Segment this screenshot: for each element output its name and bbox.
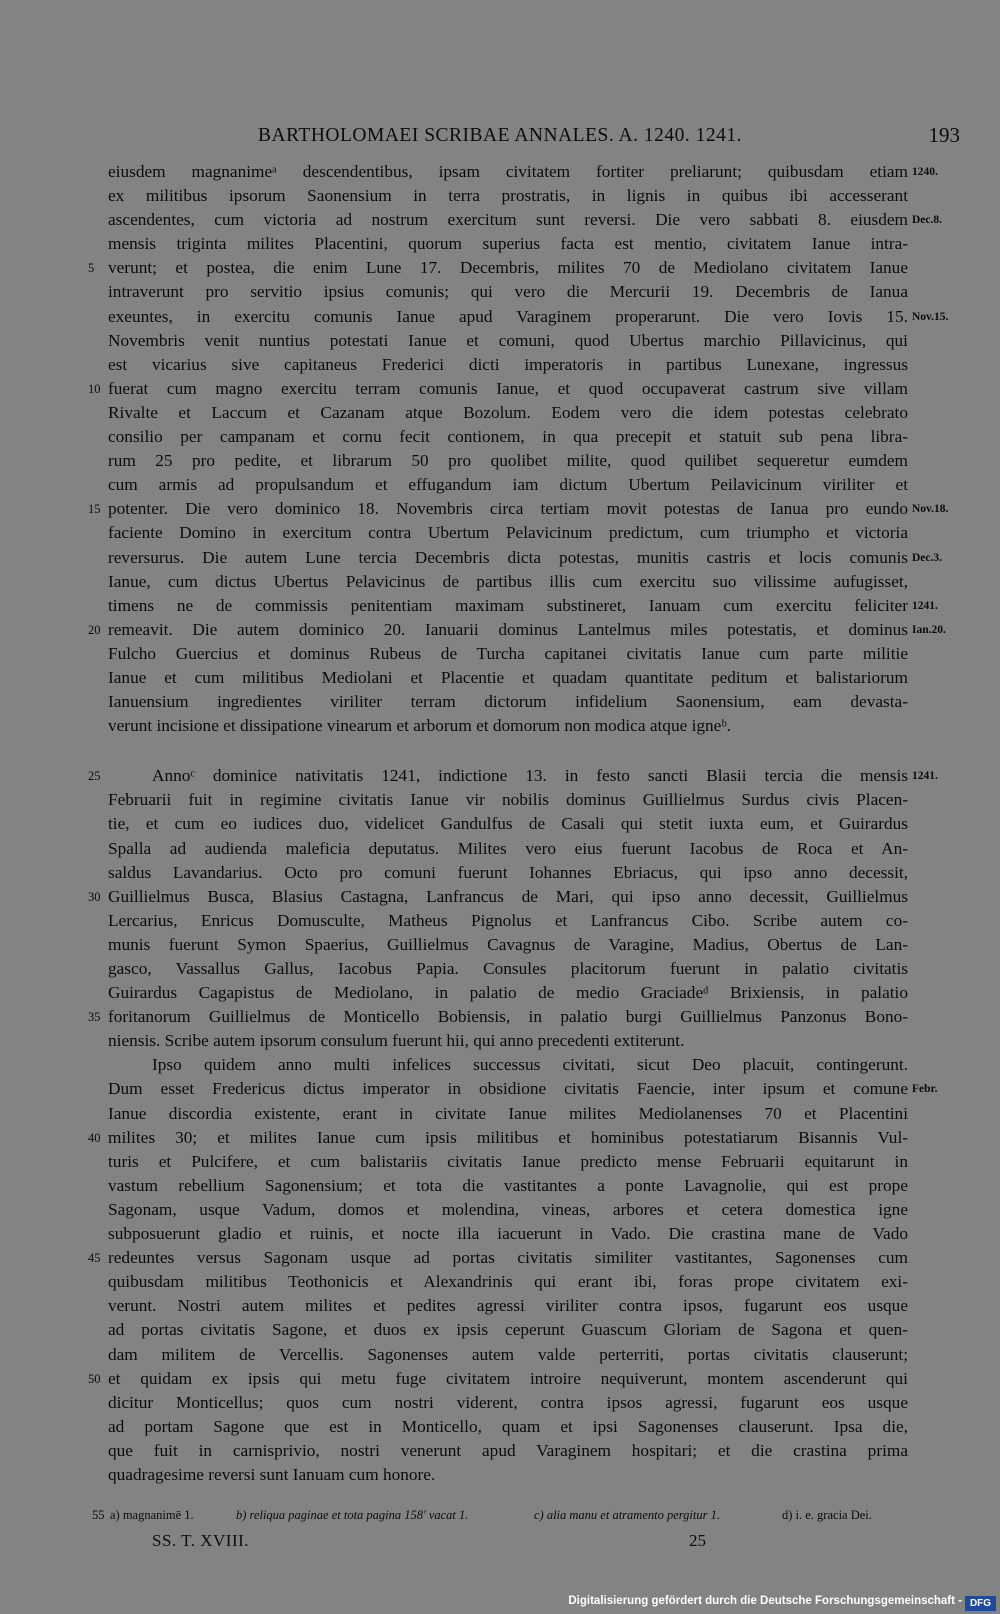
text-line — [108, 353, 908, 377]
line-text: verunt. Nostri autem milites et pedites agressi viriliter contra ipsos, fugarunt eos usque — [108, 1296, 908, 1316]
page-number: 193 — [928, 123, 960, 147]
line-number: 45 — [88, 1251, 101, 1266]
text-line — [88, 377, 908, 401]
text-line — [108, 1102, 908, 1126]
line-text: tie, et cum eo iudices duo, videlicet Gandulfus de Casali qui stetit iuxta eum, et Guirardus — [108, 814, 908, 834]
line-text: eiusdem magnanimeᵃ descendentibus, ipsam civitatem fortiter preliarunt; quibusdam etiam — [108, 162, 908, 181]
line-text: faciente Domino in exercitum contra Ubertum Pelavicinum predictum, cum triumpho et victoria — [108, 523, 908, 543]
text-line — [108, 666, 908, 690]
text-line — [108, 329, 908, 353]
line-text: quibusdam militibus Teothonicis et Alexandrinis qui erant ibi, foras prope civitatem exi- — [108, 1272, 908, 1292]
line-text: rum 25 pro pedite, et librarum 50 pro quolibet milite, quod quilibet sequeretur eumdem — [108, 451, 908, 471]
line-text: verunt incisione et dissipatione vinearum et arborum et domorum non modica atque igneᵇ. — [108, 716, 731, 736]
text-line — [108, 1198, 908, 1222]
line-text: exeuntes, in exercitu comunis Ianue apud Varaginem properarunt. Die vero Iovis 15. — [108, 306, 908, 326]
text-line — [108, 861, 908, 885]
line-text: reversurus. Die autem Lune tercia Decembris dicta potestas, munitis castris et locis comunis — [108, 547, 908, 567]
text-line — [108, 184, 908, 208]
line-text: Dum esset Fredericus dictus imperator in obsidione civitatis Faencie, inter ipsum et comune — [108, 1079, 908, 1099]
funding-notice: Digitalisierung gefördert durch die Deutsche Forschungsgemeinschaft - — [568, 1595, 962, 1607]
line-text: Ipso quidem anno multi infelices successus civitati, sicut Deo placuit, contingerunt. — [152, 1055, 908, 1075]
line-text: Guillielmus Busca, Blasius Castagna, Lanfrancus de Mari, qui ipso anno decessit, Guillielmus — [108, 886, 908, 906]
line-text: Guirardus Cagapistus de Mediolano, in palatio de medio Graciadeᵈ Brixiensis, in palatio — [108, 983, 908, 1003]
running-header — [0, 121, 1000, 157]
line-text: cum armis ad propulsandum et effugandum iam dictum Ubertum Peilavicinum viriliter et — [108, 475, 908, 495]
line-text: et quidam ex ipsis qui metu fuge civitatem introire nequiverunt, montem ascenderunt qui — [108, 1368, 908, 1388]
line-number: 25 — [88, 769, 101, 784]
line-text: remeavit. Die autem dominico 20. Ianuarii dominus Lantelmus miles potestatis, et dominus — [108, 619, 908, 639]
text-line — [108, 280, 908, 304]
text-line — [108, 521, 908, 545]
text-line — [108, 449, 908, 473]
text-line — [108, 546, 943, 570]
text-line — [108, 594, 938, 618]
line-text: que fuit in carnisprivio, nostri venerunt apud Varaginem hospitari; et die crastina prima — [108, 1440, 908, 1460]
footnote-line-number: 55 — [92, 1508, 105, 1522]
text-line — [108, 837, 908, 861]
text-line — [108, 570, 908, 594]
line-number: 5 — [88, 261, 95, 276]
line-text: gasco, Vassallus Gallus, Iacobus Papia. Consules placitorum fuerunt in palatio civitatis — [108, 959, 908, 978]
text-line — [88, 618, 946, 642]
line-text: timens ne de commissis penitentiam maximam substineret, Ianuam cum exercitu feliciter — [108, 595, 908, 615]
text-line — [88, 497, 949, 521]
text-line — [108, 1174, 908, 1198]
text-line — [108, 1415, 908, 1439]
text-line — [108, 1439, 908, 1463]
text-line — [108, 208, 943, 232]
margin-date-note: Febr. — [912, 1083, 938, 1096]
line-text: Novembris venit nuntius potestati Ianue et comuni, quod Ubertus marchio Pillavicinus, qui — [108, 330, 908, 350]
line-text: est vicarius sive capitaneus Frederici dicti imperatoris in partibus Lunexane, ingressus — [108, 354, 908, 374]
line-text: intraverunt pro servitio ipsius comunis; qui vero die Mercurii 19. Decembris de Ianua — [108, 282, 908, 302]
text-line — [108, 1391, 908, 1415]
running-title: BARTHOLOMAEI SCRIBAE ANNALES. A. 1240. 1241. — [258, 125, 742, 146]
margin-date-note: 1241. — [912, 770, 938, 783]
line-text: mensis triginta milites Placentini, quorum superius facta est mentio, civitatem Ianue intra- — [108, 234, 908, 254]
dfg-logo: DFG — [965, 1596, 996, 1611]
line-text: foritanorum Guillielmus de Monticello Bobiensis, in palatio burgi Guillielmus Panzonus Bono- — [108, 1007, 908, 1027]
text-line — [108, 1294, 908, 1318]
text-line — [108, 1150, 908, 1174]
text-line — [108, 305, 949, 329]
funding-bar — [0, 1594, 1000, 1614]
main-text — [88, 160, 949, 1487]
line-text: Februarii fuit in regimine civitatis Ianue vir nobilis dominus Guillielmus Surdus civis Placen- — [108, 790, 908, 810]
line-text: Ianuensium ingredientes viriliter terram dictorum infidelium Saonensium, eam devasta- — [108, 692, 908, 712]
text-line — [108, 1318, 908, 1342]
line-text: potenter. Die vero dominico 18. Novembris circa tertiam movit potestas de Ianua pro eundo — [108, 499, 908, 519]
text-line — [88, 1005, 908, 1029]
text-line — [108, 690, 908, 714]
sheet-number: 25 — [689, 1531, 706, 1550]
margin-date-note: 1240. — [912, 166, 938, 178]
line-text: Ianue discordia existente, erant in civitate Ianue milites Mediolanenses 70 et Placentini — [108, 1103, 908, 1123]
text-line — [108, 473, 908, 497]
line-text: Rivalte et Laccum et Cazanam atque Bozolum. Eodem vero die idem potestas celebrato — [108, 402, 908, 422]
text-line — [108, 642, 908, 666]
text-line — [88, 1246, 908, 1270]
text-line — [108, 1077, 938, 1101]
text-line — [108, 1343, 908, 1367]
margin-date-note: Nov.18. — [912, 503, 949, 516]
footnote-d: d) i. e. gracia Dei. — [782, 1508, 872, 1522]
line-text: milites 30; et milites Ianue cum ipsis militibus et hominibus potestatiarum Bisannis Vul- — [108, 1127, 908, 1147]
line-number: 50 — [88, 1371, 101, 1386]
margin-date-note: 1241. — [912, 599, 938, 612]
line-text: niensis. Scribe autem ipsorum consulum fuerunt hii, qui anno precedenti extiterunt. — [108, 1031, 685, 1051]
footnote-c: c) alia manu et atramento pergitur 1. — [534, 1508, 720, 1522]
line-text: verunt; et postea, die enim Lune 17. Decembris, milites 70 de Mediolano civitatem Ianue — [108, 258, 908, 278]
line-number: 35 — [88, 1010, 101, 1025]
line-number: 30 — [88, 889, 101, 904]
text-line — [108, 1270, 908, 1294]
text-line — [108, 1029, 908, 1053]
text-line — [88, 1126, 908, 1150]
line-number: 40 — [88, 1130, 101, 1145]
text-line — [108, 1222, 908, 1246]
text-line — [88, 764, 938, 788]
line-text: Lercarius, Enricus Domusculte, Matheus Pignolus et Lanfrancus Cibo. Scribe autem co- — [108, 910, 908, 930]
line-text: dam militem de Vercellis. Sagonenses autem valde perterriti, portas civitatis clauserunt; — [108, 1344, 908, 1364]
margin-date-note: Nov.15. — [912, 310, 949, 323]
footnotes — [92, 1505, 912, 1525]
line-number: 20 — [88, 622, 101, 637]
line-text: quadragesime reversi sunt Ianuam cum honore. — [108, 1464, 436, 1484]
paragraph-gap — [108, 738, 908, 764]
text-line — [88, 885, 908, 909]
text-line — [108, 812, 908, 836]
line-text: Ianue, cum dictus Ubertus Pelavicinus de partibus illis cum exercitu suo vilissime aufugisset, — [108, 571, 908, 591]
line-text: subposuerunt gladio et ruinis, et nocte illa iacuerunt in Vado. Die crastina mane de Vado — [108, 1224, 908, 1244]
line-text: redeuntes versus Sagonam usque ad portas civitatis similiter vastitantes, Sagonenses cum — [108, 1248, 908, 1268]
line-text: ascendentes, cum victoria ad nostrum exercitum sunt reversi. Die vero sabbati 8. eiusdem — [108, 210, 908, 230]
line-text: vastum rebellium Sagonensium; et tota die vastitantes a ponte Lavagnolie, qui est prope — [108, 1175, 908, 1195]
line-number: 10 — [88, 381, 101, 396]
line-text: Annoᶜ dominice nativitatis 1241, indictione 13. in festo sancti Blasii tercia die mensis — [152, 766, 908, 786]
line-text: turis et Pulcifere, et cum balistariis civitatis Ianue predicto mense Februarii equitarunt in — [108, 1151, 908, 1171]
text-line — [108, 401, 908, 425]
footnote-a: a) magnanimē 1. — [110, 1508, 194, 1522]
text-line — [88, 1367, 908, 1391]
line-text: munis fuerunt Symon Spaerius, Guillielmus Cavagnus de Varagine, Madius, Obertus de Lan- — [108, 934, 908, 954]
text-line — [108, 160, 938, 184]
text-line — [108, 232, 908, 256]
margin-date-note: Dec.8. — [912, 214, 943, 227]
line-text: saldus Lavandarius. Octo pro comuni fuerunt Iohannes Ebriacus, qui ipso anno decessit, — [108, 862, 908, 882]
text-line — [108, 957, 908, 981]
text-line — [108, 714, 908, 738]
margin-date-note: Ian.20. — [912, 623, 946, 636]
line-text: dicitur Monticellus; quos cum nostri viderent, contra ipsos agressi, fugarunt eos usque — [108, 1392, 908, 1412]
line-text: consilio per campanam et cornu fecit contionem, in qua precepit et statuit sub pena libra- — [108, 427, 908, 447]
text-line — [108, 981, 908, 1005]
text-line — [88, 256, 908, 280]
line-text: Spalla ad audienda maleficia deputatus. Milites vero eius fuerunt Iacobus de Roca et An- — [108, 838, 908, 858]
volume-signature: SS. T. XVIII. — [152, 1531, 250, 1550]
text-line — [108, 1053, 908, 1077]
text-line — [108, 909, 908, 933]
text-line — [108, 933, 908, 957]
line-text: ad portas civitatis Sagone, et duos ex ipsis ceperunt Guascum Gloriam de Sagona et quen- — [108, 1320, 908, 1340]
margin-date-note: Dec.3. — [912, 551, 943, 564]
line-text: Sagonam, usque Vadum, domos et molendina, vineas, arbores et cetera domestica igne — [108, 1199, 908, 1219]
line-text: Ianue et cum militibus Mediolani et Placentie et quadam quantitate peditum et balistariorum — [108, 667, 908, 687]
text-line — [108, 1463, 908, 1487]
line-text: ad portam Sagone que est in Monticello, quam et ipsi Sagonenses clauserunt. Ipsa die, — [108, 1416, 908, 1436]
line-text: ex militibus ipsorum Saonensium in terra prostratis, in lignis in quibus ibi accesserant — [108, 186, 908, 206]
footnote-b: b) reliqua paginae et tota pagina 158' vacat 1. — [236, 1508, 469, 1522]
line-number: 15 — [88, 502, 101, 517]
text-line — [108, 788, 908, 812]
line-text: fuerat cum magno exercitu terram comunis Ianue, et quod occupaverat castrum sive villam — [108, 378, 908, 398]
text-line — [108, 425, 908, 449]
line-text: Fulcho Guercius et dominus Rubeus de Turcha capitanei civitatis Ianue cum parte militie — [108, 643, 908, 663]
